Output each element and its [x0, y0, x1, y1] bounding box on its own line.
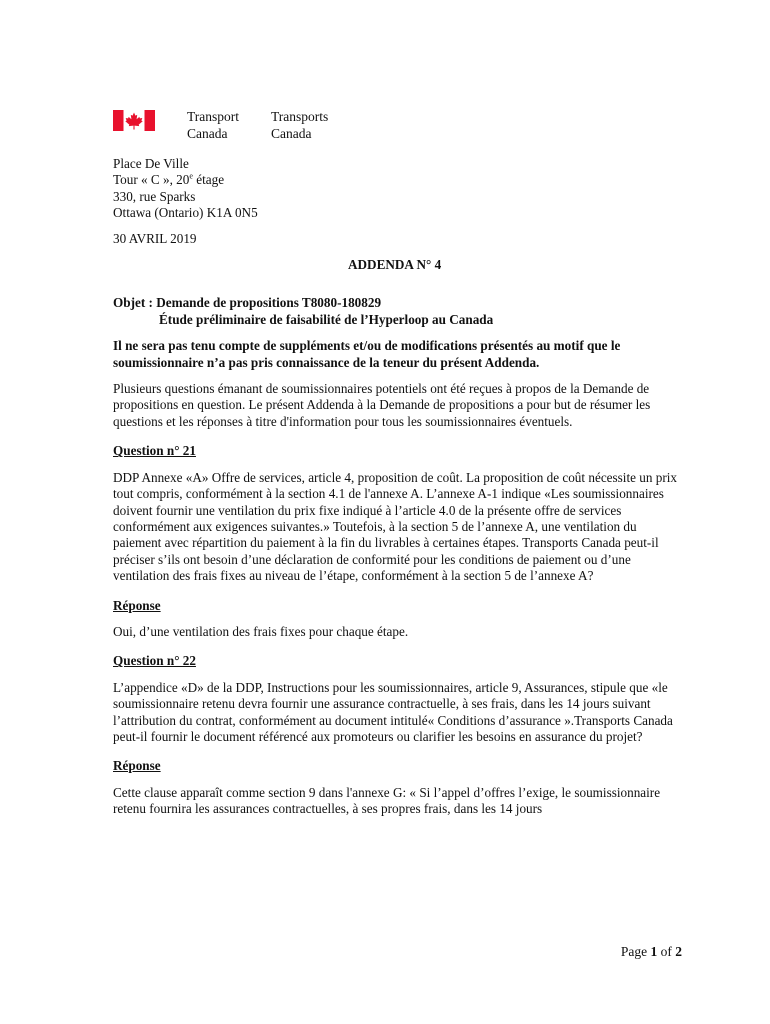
response-21-text: Oui, d’une ventilation des frais fixes pour chaque étape. [113, 623, 409, 639]
response-22-heading: Réponse [113, 758, 161, 774]
subject-title: Étude préliminaire de faisabilité de l’Hyperloop au Canada [159, 311, 494, 327]
address-line: Place De Ville [113, 156, 189, 171]
department-name-french: Transports Canada [271, 109, 329, 141]
document-date: 30 AVRIL 2019 [113, 230, 197, 246]
intro-paragraph: Plusieurs questions émanant de soumissionnaires potentiels ont été reçues à propos de la Demande de propositions en question. Le présent Addenda à la Demande de propositions a pour but de résumer les questions et les réponses à titre d'information pour tous les soumissionnaires éventuels. [113, 381, 651, 429]
question-22-heading: Question n° 22 [113, 653, 196, 669]
question-21-text: DDP Annexe «A» Offre de services, article 4, proposition de coût. La proposition de coût nécessite un prix tout compris, conformément à la section 4.1 de l'annexe A. L’annexe A-1 indique «Les soumissionnaires doivent fournir une ventilation du prix fixe indiqué à l’article 4.0 de la présente offre de services conformément aux exigences suivantes.» Toutefois, à la section 5 de l’annexe A, une ventilation du paiement avec répartition du paiement à la fin du livrables à certaines étapes. Transports Canada peut-il préciser s’ils ont besoin d’une déclaration de conformité pour les conditions de paiement ou d’une ventilation des frais fixes au niveau de l’étape, conformément à la section 5 de l’annexe A? [113, 469, 677, 584]
department-name-english: Transport Canada [187, 109, 240, 141]
address-line: 330, rue Sparks [113, 188, 196, 204]
address-line: Ottawa (Ontario) K1A 0N5 [113, 205, 258, 221]
response-22-text: Cette clause apparaît comme section 9 dans l'annexe G: « Si l’appel d’offres l’exige, le soumissionnaire retenu fournira les assurances contractuelles, à ses propres frais, dans les 14 jours [113, 784, 661, 817]
address-block [113, 156, 683, 222]
subject-block [113, 295, 683, 328]
response-21-heading: Réponse [113, 597, 161, 613]
subject-line: Objet : Demande de propositions T8080-180829 [113, 295, 382, 311]
canada-flag-icon [113, 110, 155, 131]
addenda-title: ADDENDA N° 4 [348, 257, 442, 273]
page-number: Page 1 of 2 [620, 944, 682, 959]
question-21-heading: Question n° 21 [113, 443, 196, 459]
document-body [113, 156, 683, 818]
warning-notice: Il ne sera pas tenu compte de suppléments et/ou de modifications présentés au motif que le soumissionnaire n’a pas pris connaissance de la teneur du présent Addenda. [113, 338, 621, 370]
question-22-text: L’appendice «D» de la DDP, Instructions pour les soumissionnaires, article 9, Assurances, stipule que «le soumissionnaire retenu devra fournir une assurance contractuelle, à ses frais, dans les 14 jours suivant l’attribution du contrat, conformément au document intitulé« Conditions d’assurance ».Transports Canada peut-il fournir le document référencé aux promoteurs ou clarifier les besoins en assurance du projet? [113, 679, 673, 744]
address-line: Tour « C », 20e étage [113, 172, 225, 188]
